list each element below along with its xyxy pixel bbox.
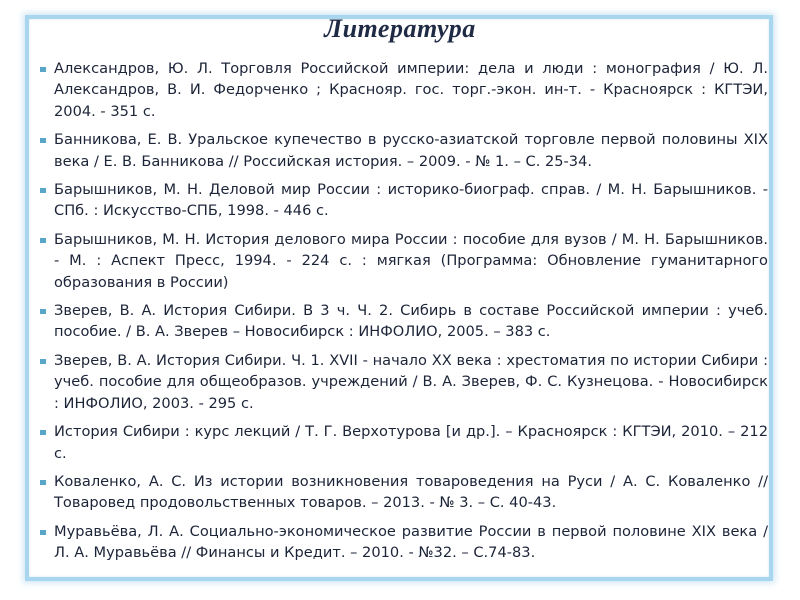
bibliography-entry <box>40 471 768 514</box>
entry-text: История Сибири : курс лекций / Т. Г. Верхотурова [и др.]. – Красноярск : КГТЭИ, 2010. – 212 с. <box>54 423 768 462</box>
entry-text: Барышников, М. Н. История делового мира России : пособие для вузов / М. Н. Барышников. - М. : Аспект Пресс, 1994. - 224 с. : мягкая (Программа: Обновление гуманитарного образования в России) <box>54 230 768 291</box>
bibliography-entry <box>40 421 768 464</box>
bullet-icon <box>40 309 46 314</box>
bullet-icon <box>40 530 46 535</box>
entry-text: Барышников, М. Н. Деловой мир России : историко-биограф. справ. / М. Н. Барышников. - СПб. : Искусство-СПБ, 1998. - 446 с. <box>54 181 768 220</box>
entry-text: Зверев, В. А. История Сибири. В 3 ч. Ч. 2. Сибирь в составе Российской империи : учеб. пособие. / В. А. Зверев – Новосибирск : ИНФОЛИО, 2005. – 383 с. <box>54 302 768 341</box>
entry-text: Муравьёва, Л. А. Социально-экономическое развитие России в первой половине XIX века / Л. А. Муравьёва // Финансы и Кредит. – 2010. - №32. – С.74-83. <box>54 522 768 562</box>
bullet-icon <box>40 359 46 364</box>
bibliography-entry <box>40 58 768 122</box>
bullet-icon <box>40 67 46 72</box>
bullet-icon <box>40 480 46 485</box>
bibliography-entry <box>40 350 768 414</box>
bibliography-entry <box>40 129 768 172</box>
entry-text: Банникова, Е. В. Уральское купечество в русско-азиатской торговле первой половины XIX века / Е. В. Банникова // Российская история. – 2009. - № 1. – С. 25-34. <box>54 131 768 170</box>
entry-text: Коваленко, А. С. Из истории возникновения товароведения на Руси / А. С. Коваленко // Товаровед продовольственных товаров. – 2013. - № 3. – С. 40-43. <box>54 472 768 512</box>
bibliography-entry <box>40 229 768 293</box>
bibliography-entry <box>40 521 768 564</box>
bullet-icon <box>40 430 46 435</box>
bullet-icon <box>40 238 46 243</box>
bullet-icon <box>40 188 46 193</box>
bibliography-entry <box>40 179 768 222</box>
bibliography-entry <box>40 300 768 343</box>
slide-title: Литература <box>324 14 476 43</box>
bibliography-list <box>40 58 768 571</box>
bullet-icon <box>40 138 46 143</box>
entry-text: Зверев, В. А. История Сибири. Ч. 1. XVII - начало XX века : хрестоматия по истории Сибири : учеб. пособие для общеобразов. учреждений / В. А. Зверев, Ф. С. Кузнецова. - Новосибирск : ИНФОЛИО, 2003. - 295 с. <box>54 351 768 412</box>
entry-text: Александров, Ю. Л. Торговля Российской империи: дела и люди : монография / Ю. Л. Александров, В. И. Федорченко ; Краснояр. гос. торг.-экон. ин-т. - Красноярск : КГТЭИ, 2004. - 351 с. <box>54 60 768 120</box>
